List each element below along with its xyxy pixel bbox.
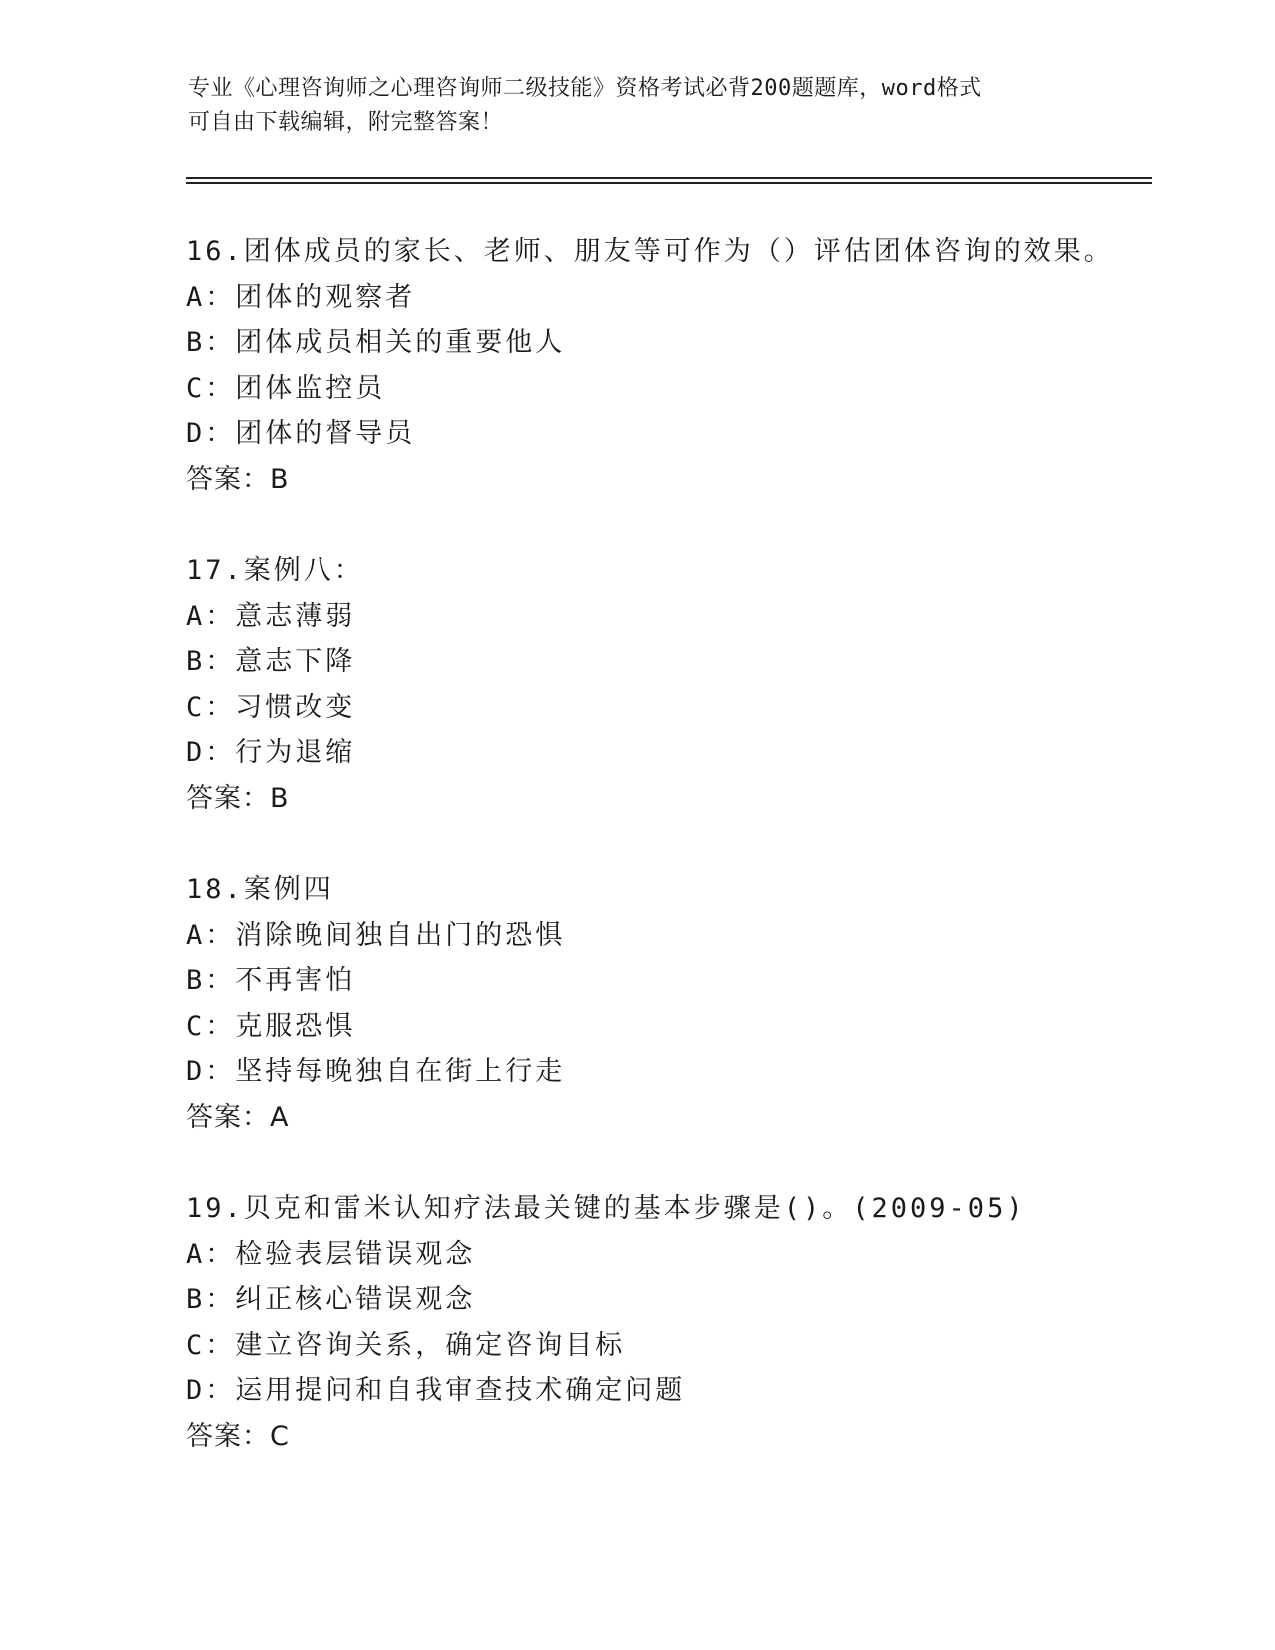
option-d: D：坚持每晚独自在街上行走	[186, 1056, 566, 1087]
option-a: A：意志薄弱	[186, 600, 356, 632]
question-18	[186, 867, 1186, 1140]
header-divider-top	[186, 177, 1152, 179]
option-a: A：消除晚间独自出门的恐惧	[186, 919, 566, 951]
answer-line: 答案：B	[186, 463, 290, 495]
answer-line: 答案：A	[186, 1101, 290, 1133]
question-list	[186, 229, 1186, 1505]
option-a: A：检验表层错误观念	[186, 1238, 476, 1270]
option-d: D：团体的督导员	[186, 418, 416, 449]
option-a: A：团体的观察者	[186, 281, 416, 313]
question-stem: 17.案例八：	[186, 555, 364, 586]
option-b: B：不再害怕	[186, 965, 356, 996]
question-17	[186, 548, 1186, 821]
header-divider-bottom	[186, 182, 1152, 184]
option-c: C：克服恐惧	[186, 1010, 356, 1042]
answer-line: 答案：C	[186, 1420, 290, 1452]
answer-line: 答案：B	[186, 782, 290, 814]
question-stem: 18.案例四	[186, 874, 334, 905]
option-b: B：纠正核心错误观念	[186, 1284, 476, 1315]
header-line-1: 专业《心理咨询师之心理咨询师二级技能》资格考试必背200题题库，word格式	[188, 76, 982, 101]
option-c: C：团体监控员	[186, 372, 386, 404]
question-19	[186, 1186, 1186, 1459]
option-c: C：习惯改变	[186, 691, 356, 723]
document-header	[188, 72, 1068, 140]
option-b: B：意志下降	[186, 646, 356, 677]
question-stem: 19.贝克和雷米认知疗法最关键的基本步骤是()。(2009-05)	[186, 1193, 1026, 1224]
option-d: D：行为退缩	[186, 737, 356, 768]
question-16	[186, 229, 1186, 502]
question-stem: 16.团体成员的家长、老师、朋友等可作为（）评估团体咨询的效果。	[186, 236, 1114, 267]
option-d: D：运用提问和自我审查技术确定问题	[186, 1375, 686, 1406]
option-c: C：建立咨询关系，确定咨询目标	[186, 1329, 626, 1361]
header-line-2: 可自由下载编辑，附完整答案！	[188, 110, 504, 135]
option-b: B：团体成员相关的重要他人	[186, 327, 566, 358]
